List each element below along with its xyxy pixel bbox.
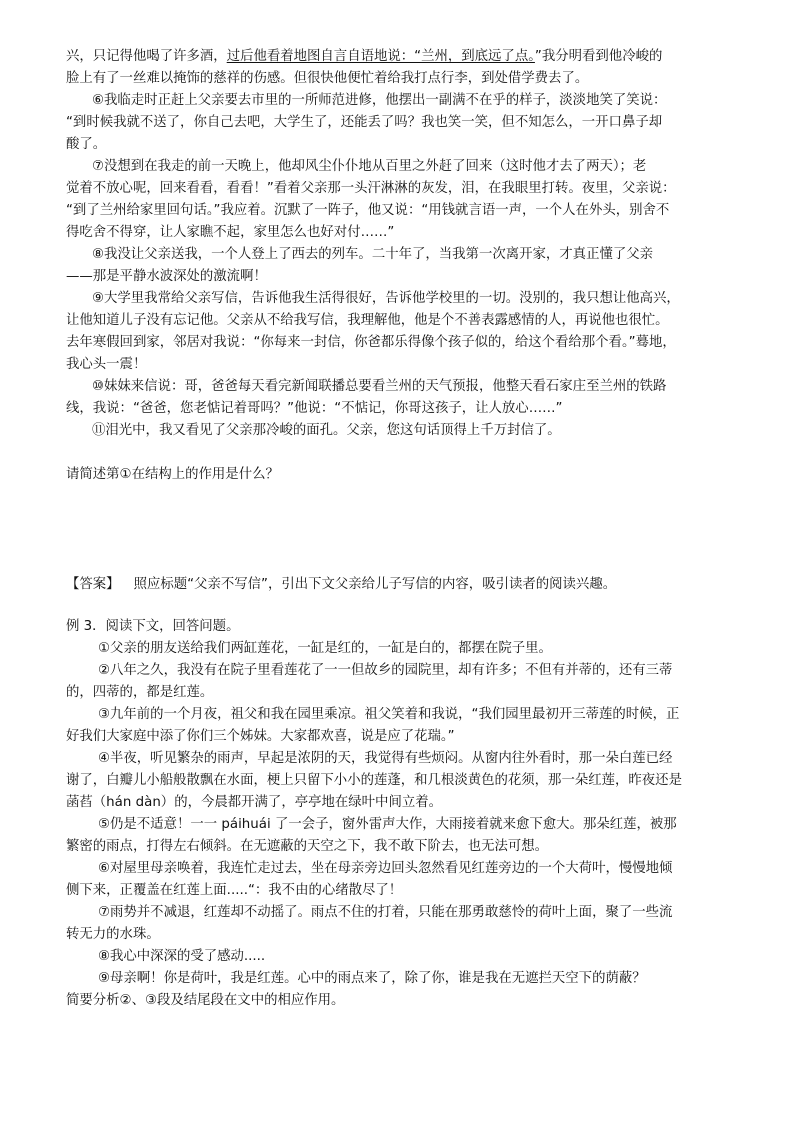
ex3-paragraph-3-line-1: ③九年前的一个月夜，祖父和我在园里乘凉。祖父笑着和我说，“我们园里最初开三蒂莲的时候，正 — [98, 707, 680, 722]
ex3-paragraph-4-line-3: 菡萏（hán dàn）的，今晨都开满了，亭亭地在绿叶中间立着。 — [66, 795, 443, 810]
paragraph-8-line-2: ——那是平静水波深处的激流啊！ — [66, 269, 267, 284]
question-1: 请简述第①在结构上的作用是什么？ — [66, 467, 279, 482]
ex3-paragraph-4-line-1: ④半夜，听见繁杂的雨声，早起是浓阴的天，我觉得有些烦闷。从窗内往外看时，那一朵白莲已经 — [98, 751, 673, 766]
ex3-paragraph-3-line-2: 好我们大家庭中添了你们三个姊妹。大家都欢喜，说是应了花瑞。” — [66, 729, 455, 744]
ex3-paragraph-4-line-2: 谢了，白瓣儿小船般散飘在水面，梗上只留下小小的莲蓬，和几根淡黄色的花须，那一朵红莲，昨夜还是 — [66, 773, 682, 788]
ex3-paragraph-5-line-2: 繁密的雨点，打得左右倾斜。在无遮蔽的天空之下，我不敢下阶去，也无法可想。 — [66, 839, 549, 854]
ex3-paragraph-9: ⑨母亲啊！你是荷叶，我是红莲。心中的雨点来了，除了你，谁是我在无遮拦天空下的荫蔽？ — [98, 971, 646, 986]
paragraph-6-line-1: ⑥我临走时正赶上父亲要去市里的一所师范进修，他摆出一副满不在乎的样子，淡淡地笑了笑说： — [92, 93, 667, 108]
paragraph-11-line-1: ⑪泪光中，我又看见了父亲那冷峻的面孔。父亲，您这句话顶得上千万封信了。 — [92, 423, 561, 438]
ex3-paragraph-7-line-1: ⑦雨势并不减退，红莲却不动摇了。雨点不住的打着，只能在那勇敢慈怜的荷叶上面，聚了一些流 — [98, 905, 673, 920]
text-run: ”我分明看到他冷峻的 — [534, 49, 663, 64]
example-3-question: 简要分析②、③段及结尾段在文中的相应作用。 — [66, 993, 345, 1008]
paragraph-8-line-1: ⑧我没让父亲送我，一个人登上了西去的列车。二十年了，当我第一次离开家，才真正懂了父亲 — [92, 247, 654, 262]
example-3-heading: 例 3．阅读下文，回答问题。 — [66, 619, 240, 634]
paragraph-7-line-4: 得吃舍不得穿，让人家瞧不起，家里怎么也好对付……” — [66, 225, 395, 240]
ex3-paragraph-7-line-2: 转无力的水珠。 — [66, 927, 160, 942]
paragraph-10-line-2: 线，我说：“爸爸，您老惦记着哥吗？”他说：“不惦记，你哥这孩子，让人放心……” — [66, 401, 563, 416]
paragraph-9-line-2: 让他知道儿子没有忘记他。父亲从不给我写信，我理解他，他是个不善表露感情的人，再说他也很忙。 — [66, 313, 669, 328]
ex3-paragraph-6-line-1: ⑥对屋里母亲唤着，我连忙走过去，坐在母亲旁边回头忽然看见红莲旁边的一个大荷叶，慢慢地倾 — [98, 861, 673, 876]
answer-label: 【答案】 — [66, 577, 120, 592]
ex3-paragraph-6-line-2: 侧下来，正覆盖在红莲上面.....“：我不由的心绪散尽了！ — [66, 883, 403, 898]
paragraph-6-line-3: 酸了。 — [66, 137, 107, 152]
paragraph-6-line-2: “到时候我就不送了，你自己去吧，大学生了，还能丢了吗？我也笑一笑，但不知怎么，一开口鼻子却 — [66, 115, 663, 130]
paragraph-7-line-3: “到了兰州给家里回句话。”我应着。沉默了一阵子，他又说：“用钱就言语一声，一个人在外头，别舍不 — [66, 203, 670, 218]
paragraph-7-line-2: 觉着不放心呢，回来看看，看看！”看着父亲那一头汗淋淋的灰发，泪，在我眼里打转。夜里，父亲说： — [66, 181, 676, 196]
paragraph-9-line-3: 去年寒假回到家，邻居对我说：“你每来一封信，你爸都乐得像个孩子似的，给这个看给那个看。”蓦地， — [66, 335, 676, 350]
paragraph-5-line-2: 脸上有了一丝难以掩饰的慈祥的伤感。但很快他便忙着给我打点行李，到处借学费去了。 — [66, 71, 589, 86]
ex3-paragraph-2-line-1: ②八年之久，我没有在院子里看莲花了一一但故乡的园院里，却有许多；不但有并蒂的，还有三蒂 — [98, 663, 673, 678]
underlined-text: 过后他看着地图自言自语地说：“兰州，到底远了点。 — [226, 49, 535, 64]
text-run: 兴，只记得他喝了许多酒， — [66, 49, 227, 64]
answer-text: 照应标题“父亲不写信”，引出下文父亲给儿子写信的内容，吸引读者的阅读兴趣。 — [133, 577, 617, 592]
ex3-paragraph-1: ①父亲的朋友送给我们两缸莲花，一缸是红的，一缸是白的，都摆在院子里。 — [98, 641, 552, 656]
paragraph-9-line-4: 我心头一震！ — [66, 357, 147, 372]
paragraph-5-line-1 — [66, 46, 734, 67]
ex3-paragraph-2-line-2: 的，四蒂的，都是红莲。 — [66, 685, 214, 700]
ex3-paragraph-8: ⑧我心中深深的受了感动..... — [98, 949, 266, 964]
paragraph-9-line-1: ⑨大学里我常给父亲写信，告诉他我生活得很好，告诉他学校里的一切。没别的，我只想让他高兴， — [92, 291, 680, 306]
paragraph-10-line-1: ⑩妹妹来信说：哥，爸爸每天看完新闻联播总要看兰州的天气预报，他整天看石家庄至兰州的铁路 — [92, 379, 667, 394]
paragraph-7-line-1: ⑦没想到在我走的前一天晚上，他却风尘仆仆地从百里之外赶了回来（这时他才去了两天）；老 — [92, 159, 647, 174]
ex3-paragraph-5-line-1: ⑤仍是不适意！一一 páihuái 了一会子，窗外雷声大作，大雨接着就来愈下愈大。那朵红莲，被那 — [98, 817, 677, 832]
answer-1 — [66, 574, 734, 595]
